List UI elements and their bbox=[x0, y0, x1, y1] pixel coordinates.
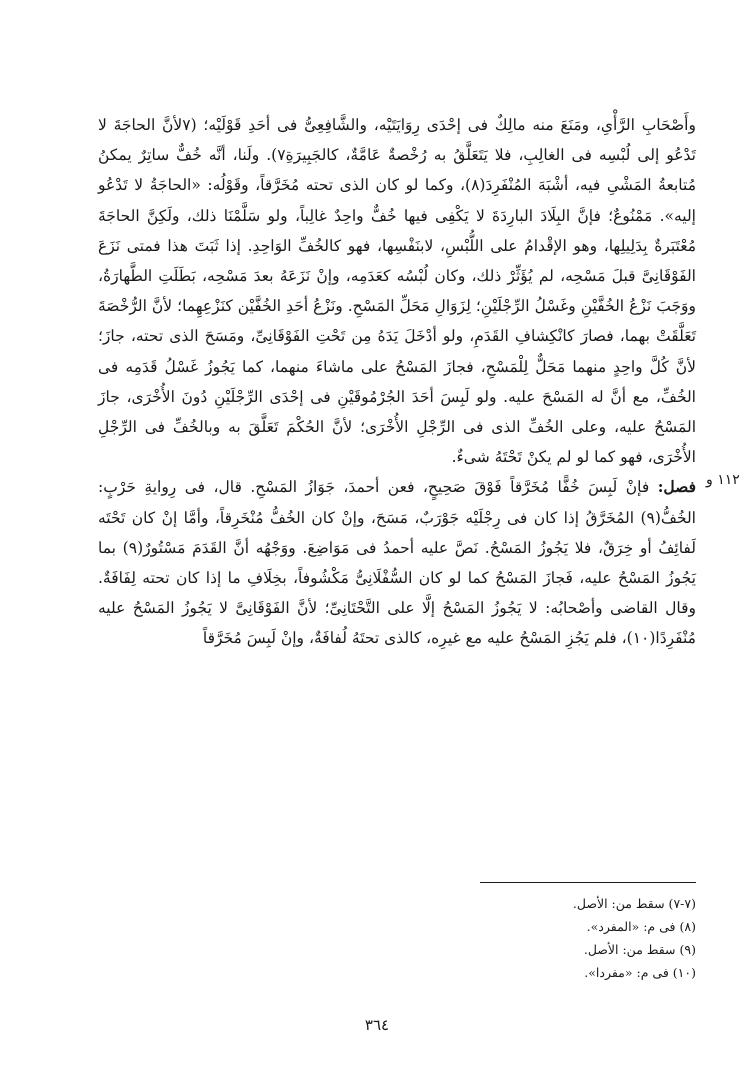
manuscript-folio-reference: ١١٢ و bbox=[706, 472, 740, 488]
paragraph-2 bbox=[98, 472, 696, 653]
main-text bbox=[98, 110, 696, 654]
footnote: (٩) سقط من: الأصل. bbox=[583, 942, 696, 957]
paragraph-2-text: فإنْ لَبِسَ خُفًّا مُخَرَّقاً فَوْقَ صَحِيحٍ، فعن أحمدَ، جَوَازُ المَسْحِ. قال، فى رِوايةِ حَرْبٍ: الخُفُّ(٩) المُخَرَّقُ إذا كان فى رِجْلَيْه جَوْرَبٌ، مَسَحَ، وإنْ كان الخُفُّ مُنْخَرِقاً، وأمَّا إنْ كان تَحْتَه لَفائِفُ أو خِرَقٌ، فلا يَجُوزُ المَسْحُ. نَصَّ عليه أحمدُ فى مَوَاضِعَ. ووَجْهُه أنَّ القَدَمَ مَسْتُورٌ(٩) بما يَجُوزُ المَسْحُ عليه، فَجازَ المَسْحُ كما لو كان السُّفْلَانِىُّ مَكْشُوفاً، بخِلَافِ ما إذا كان تحته لِفَافَةٌ. وقال القاضى وأصْحابُه: لا يَجُوزُ المَسْحُ إلَّا على التَّحْتَانِىِّ؛ لأنَّ الفَوْقَانِىَّ لا يَجُوزُ المَسْحُ عليه مُنْفَرِدًا(١٠)، فلم يَجُزِ المَسْحُ عليه مع غيرِه، كالذى تحتَهُ لُفافَةٌ، وإنْ لَبِسَ مُخَرَّقاً bbox=[98, 478, 696, 648]
footnote-divider bbox=[480, 882, 696, 883]
footnote: (١٠) فى م: «مفردا». bbox=[584, 965, 696, 980]
section-label: فصل: bbox=[657, 477, 696, 497]
footnote: (٧-٧) سقط من: الأصل. bbox=[572, 896, 696, 911]
footnotes bbox=[350, 892, 696, 984]
paragraph-1: وأَصْحَابِ الرَّأْىِ، ومَنَعَ منه مالِكٌ فى إحْدَى رِوَايَتَيْه، والشَّافِعِىُّ فى أحَدِ قَوْلَيْه؛ (٧لأنَّ الحاجَةَ لا تَدْعُو إلى لُبْسِه فى الغالِبِ، فلا يَتَعَلَّقُ به رُخْصةٌ عَامَّةٌ، كالجَبِيرَةِ٧). ولَنا، أنَّه خُفٌّ ساتِرٌ يمكنُ مُتابعةُ المَشْىِ فيه، أشْبَهَ المُنْفَرِدَ(٨)، وكما لو كان الذى تحته مُخَرَّقاً، وقَوْلُه: «الحاجَةُ لا تَدْعُو إليه». مَمْنُوعٌ؛ فإنَّ البِلَادَ البارِدَةَ لا يَكْفِى فيها خُفٌّ واحِدٌ غالِباً، ولو سَلَّمْنَا ذلك، ولَكِنَّ الحاجَةَ مُعْتَبَرةٌ بِدَلِيلِها، وهو الإقْدامُ على اللُّبْسِ، لابنَفْسِها، فهو كالخُفِّ الوَاحِدِ. إذا ثَبَتَ هذا فمتى نَزَعَ الفَوْقَانِىَّ قبلَ مَسْحِه، لم يُؤَثِّرْ ذلك، وكان لُبْسُه كعَدَمِه، وإنْ نَزَعَهُ بعدَ مَسْحِه، بَطَلَتِ الطَّهارَةُ، ووَجَبَ نَزْعُ الخُفَّيْنِ وغَسْلُ الرِّجْلَيْنِ؛ لِزَوَالِ مَحَلِّ المَسْحِ. ونَزْعُ أحَدِ الخُفَّيْن كنَزْعِهِما؛ لأنَّ الرُّخْصَةَ تَعَلَّقَتْ بهما، فصارَ كانْكِشافِ القَدَمِ، ولو أدْخَلَ يَدَهُ مِن تَحْتِ الفَوْقَانِىِّ، ومَسَحَ الذى تحته، جازَ؛ لأنَّ كُلَّ واحِدٍ منهما مَحَلٌّ لِلْمَسْحِ، فجازَ المَسْحُ على ماشاءَ منهما، كما يَجُوزُ غَسْلُ قَدَمِه فى الخُفِّ، مع أنَّ له المَسْحَ عليه. ولو لَبِسَ أحَدَ الجُرْمُوقَيْنِ فى إحْدَى الرِّجْلَيْنِ دُونَ الأُخْرَى، جازَ المَسْحُ عليه، وعلى الخُفِّ الذى فى الرِّجْلِ الأُخْرَى؛ لأنَّ الحُكْمَ تَعَلَّقَ به وبالخُفِّ فى الرِّجْلِ الأُخْرَى، فهو كما لو لم يكنْ تَحْتَهُ شىءٌ. bbox=[98, 116, 696, 467]
page-number: ٣٦٤ bbox=[364, 1016, 390, 1034]
footnote: (٨) فى م: «المفرد». bbox=[586, 919, 696, 934]
